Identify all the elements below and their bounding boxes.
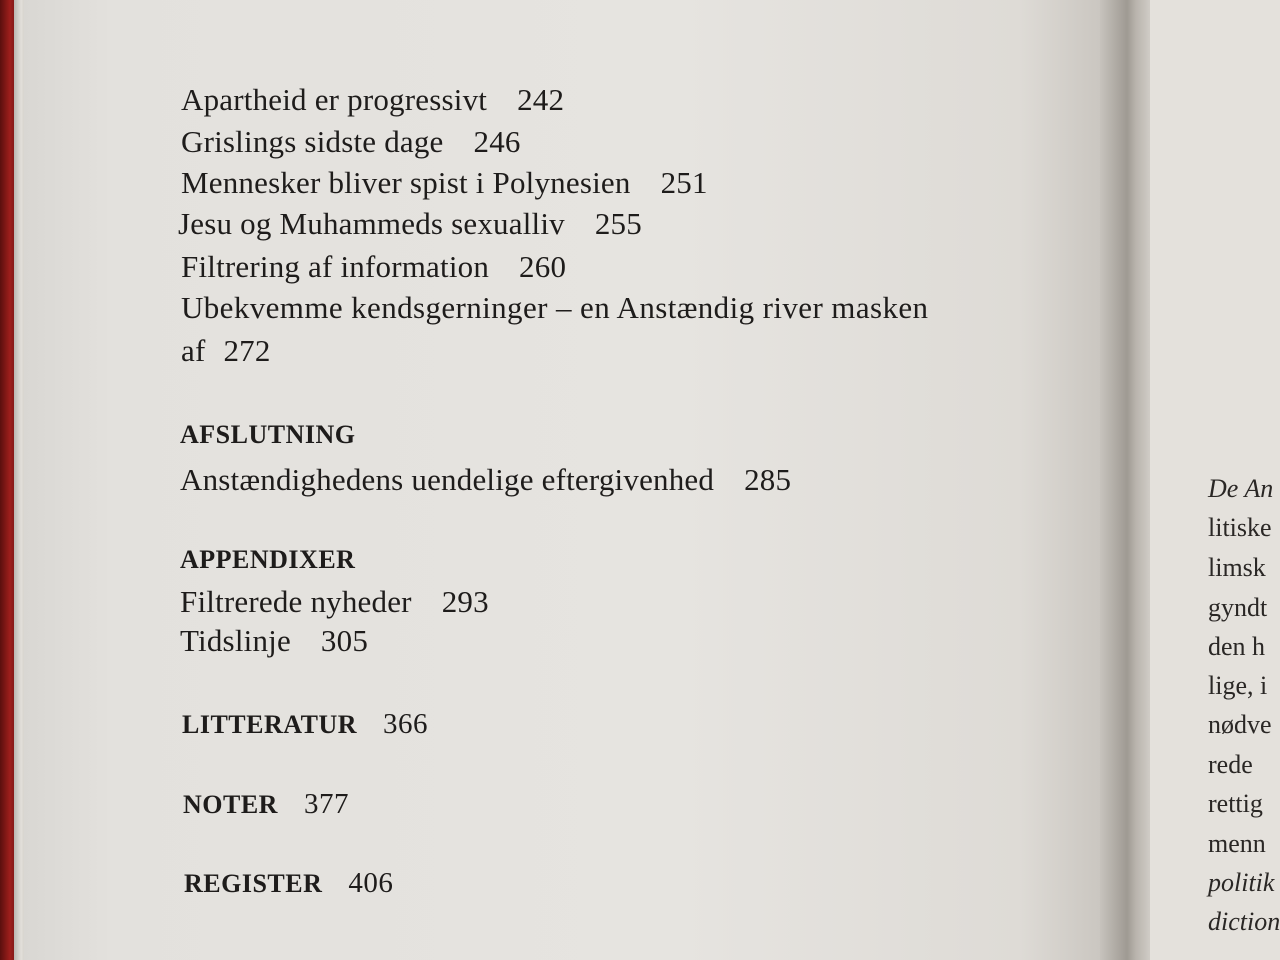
toc-entry <box>181 124 521 160</box>
section-heading-afslutning: AFSLUTNING <box>180 420 356 449</box>
toc-entry-page: 242 <box>517 82 565 117</box>
section-heading-appendixer: APPENDIXER <box>180 545 356 574</box>
heading-label: LITTERATUR <box>182 710 358 739</box>
toc-entry <box>181 165 708 201</box>
toc-entry-page: 246 <box>473 124 521 159</box>
heading-label: NOTER <box>183 790 278 819</box>
toc-entry <box>180 462 791 498</box>
toc-entry-continuation <box>181 333 271 369</box>
right-page-line: den h <box>1208 632 1266 661</box>
heading-page: 406 <box>348 867 394 899</box>
toc-entry-page: 272 <box>223 333 271 368</box>
heading-page: 377 <box>303 788 349 820</box>
toc-entry <box>181 249 566 285</box>
heading-label: REGISTER <box>184 869 323 898</box>
toc-entry-page: 255 <box>594 206 642 241</box>
right-page-line: lige, i <box>1208 671 1268 700</box>
section-heading-litteratur <box>182 708 428 741</box>
toc-entry-title: Tidslinje <box>180 623 291 658</box>
section-heading-noter <box>183 788 349 821</box>
heading-page: 366 <box>383 708 429 740</box>
toc-entry <box>178 206 642 242</box>
toc-entry <box>180 584 489 620</box>
toc-entry-title: Ubekvemme kendsgerninger – en Anstændig river masken <box>181 290 929 325</box>
right-page-line: gyndt <box>1208 593 1268 622</box>
toc-entry-page: 285 <box>744 462 792 497</box>
toc-entry-title: Mennesker bliver spist i Polynesien <box>181 165 631 200</box>
toc-entry-title: Filtrerede nyheder <box>180 584 412 619</box>
right-page-line: rede <box>1208 750 1253 779</box>
toc-entry <box>181 290 928 326</box>
toc-entry-title: Apartheid er progressivt <box>181 82 488 117</box>
right-page-line: De An <box>1208 474 1274 503</box>
toc-entry-page: 260 <box>519 249 567 284</box>
section-heading-register <box>184 867 393 900</box>
right-page-line: diction <box>1208 907 1280 936</box>
right-page-line: menn <box>1208 829 1266 858</box>
right-page-line: limsk <box>1208 553 1266 582</box>
toc-entry-page: 305 <box>320 623 369 658</box>
right-page-line: rettig <box>1208 789 1263 818</box>
toc-entry-page: 251 <box>660 165 708 200</box>
toc-entry-title: Filtrering af information <box>181 249 490 284</box>
right-page-line: politik <box>1208 868 1275 897</box>
toc-entry-page: 293 <box>441 584 489 619</box>
toc-entry-title: Grislings sidste dage <box>181 124 444 159</box>
toc-entry-title: Jesu og Muhammeds sexualliv <box>178 206 565 241</box>
toc-entry <box>181 82 564 118</box>
right-page-line: nødve <box>1208 710 1272 739</box>
right-page-line: litiske <box>1208 513 1272 542</box>
toc-entry <box>180 623 368 659</box>
toc-entry-title: Anstændighedens uendelige eftergivenhed <box>180 462 715 497</box>
toc-entry-title: af <box>181 333 206 368</box>
